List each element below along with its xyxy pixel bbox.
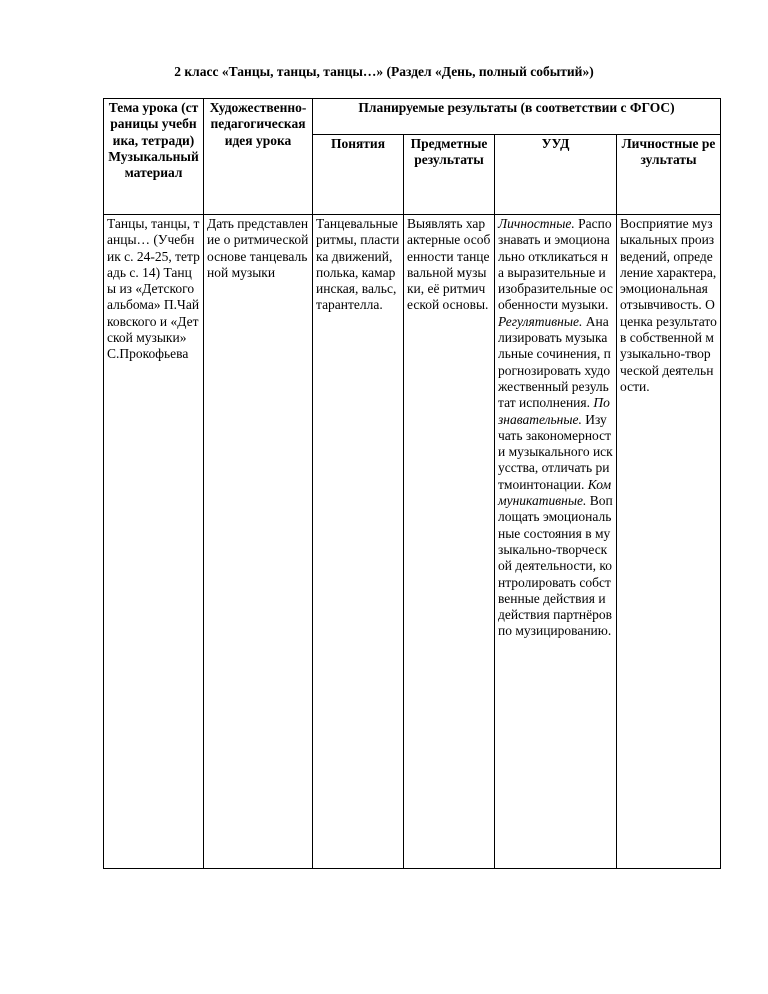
header-personal-results: Личностные результаты [617,135,721,215]
document-title: 2 класс «Танцы, танцы, танцы…» (Раздел «День, полный событий») [174,64,594,79]
uud-regulative-text: Анализировать музыкальные сочинения, прогнозировать художественный результат исполнения. [498,313,611,411]
lesson-plan-table [103,98,721,869]
cell-concepts: Танцевальные ритмы, пластика движений, полька, камаринская, вальс, тарантелла. [313,215,404,869]
header-planned-results: Планируемые результаты (в соответствии с ФГОС) [313,99,721,135]
header-idea: Художественно-педагогическая идея урока [204,99,313,215]
header-topic: Тема урока (страницы учебника, тетради) Музыкальный материал [104,99,204,215]
cell-uud [495,215,617,869]
uud-personal-label: Личностные. [498,216,575,231]
uud-communicative-text: Воплощать эмоциональные состояния в музыкально-творческой деятельности, контролировать собственные действия и действия партнёров по музицированию. [498,493,613,639]
uud-cognitive-text: Изучать закономерности музыкального искусства, отличать ритмоинтонации. [498,411,613,492]
cell-subject-results: Выявлять характерные особенности танцевальной музыки, её ритмической основы. [404,215,495,869]
uud-personal-text: Распознавать и эмоционально откликаться на выразительные и изобразительные особенности музыки. [498,216,613,313]
header-uud: УУД [495,135,617,215]
uud-cognitive-label: Познавательные. [498,395,610,427]
uud-regulative-label: Регулятивные. [498,313,583,329]
cell-topic: Танцы, танцы, танцы… (Учебник с. 24-25, тетрадь с. 14) Танцы из «Детского альбома» П.Чайковского и «Детской музыки» С.Прокофьева [104,215,204,869]
cell-idea: Дать представление о ритмической основе танцевальной музыки [204,215,313,869]
header-subject-results: Предметные результаты [404,135,495,215]
table-row [104,215,721,869]
header-row-1 [104,99,721,135]
header-concepts: Понятия [313,135,404,215]
uud-communicative-label: Коммуникативные. [498,476,612,509]
cell-personal-results: Восприятие музыкальных произведений, определение характера, эмоциональная отзывчивость. Оценка результатов собственной музыкально-творческой деятельности. [617,215,721,869]
